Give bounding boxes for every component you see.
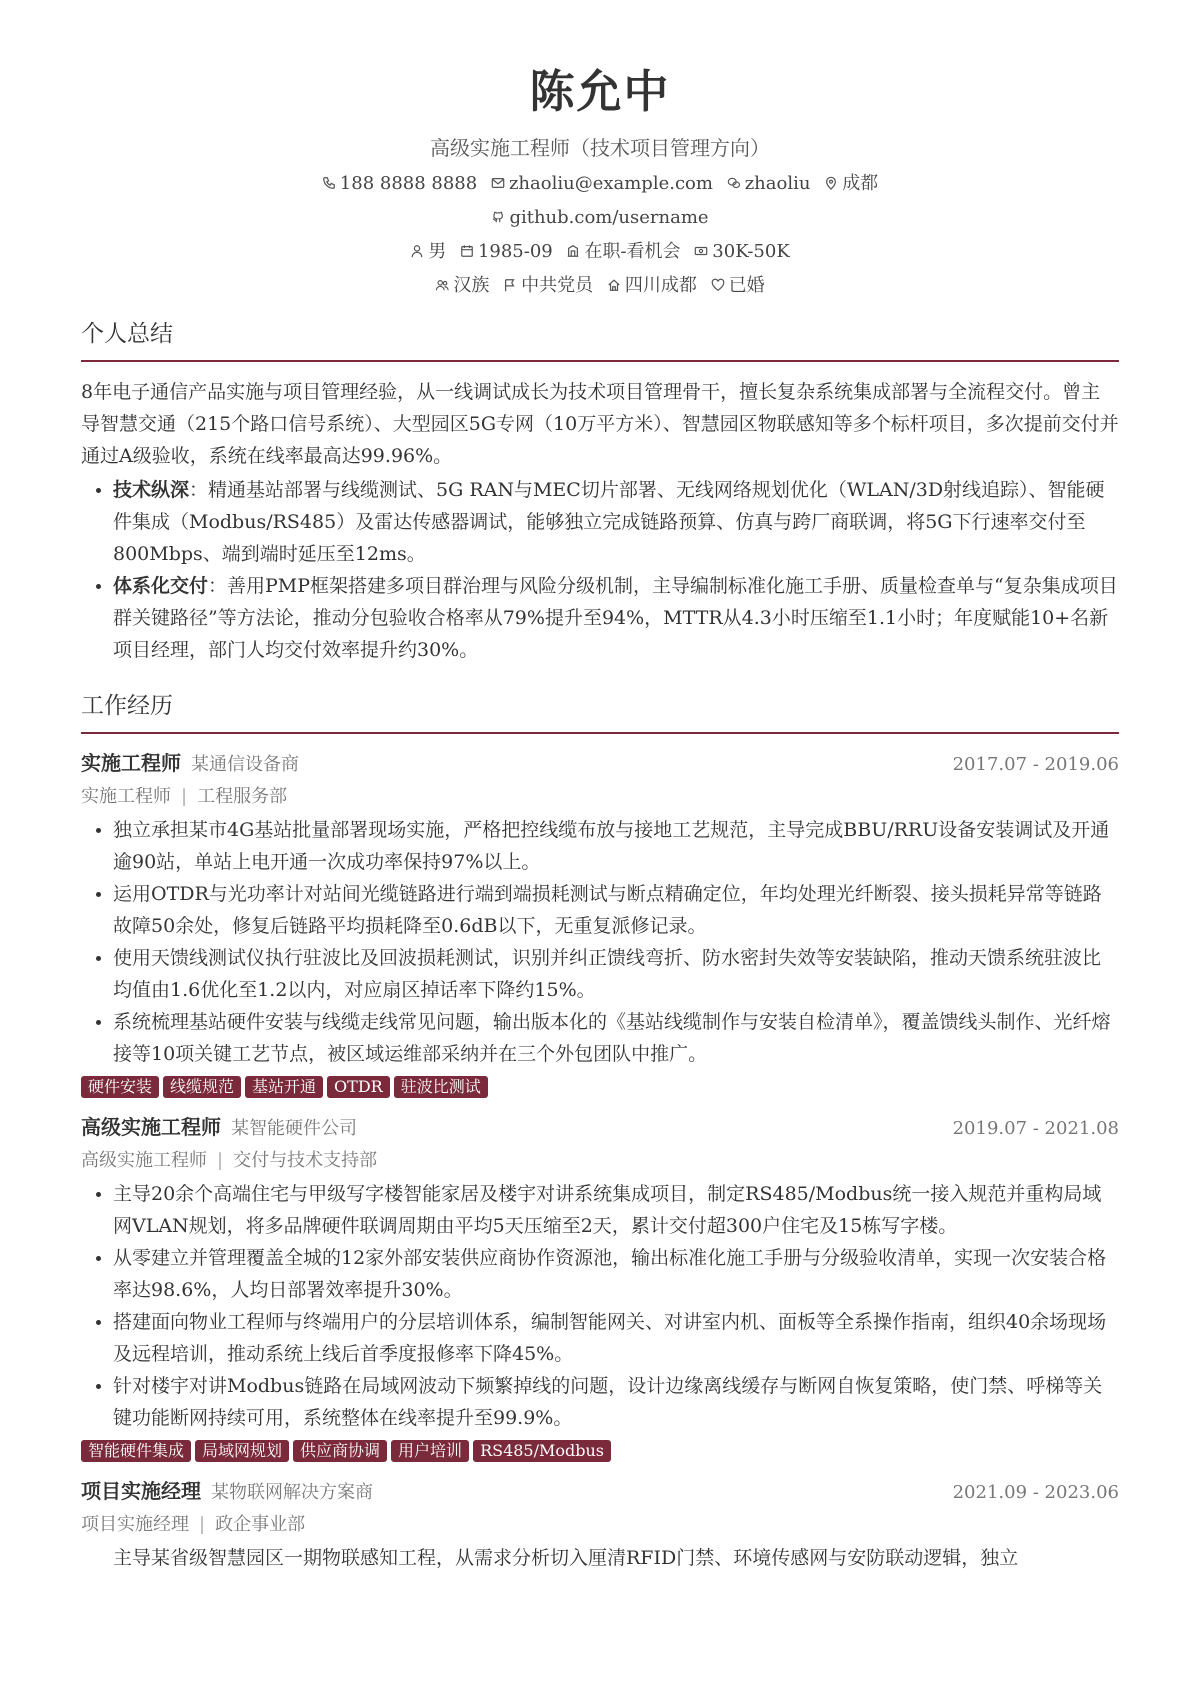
skill-tag: 局域网规划 (195, 1440, 289, 1462)
summary-bullets (81, 474, 1119, 666)
summary-bullet (113, 474, 1119, 570)
job-bullets (81, 814, 1119, 1070)
salary-info (694, 240, 789, 264)
job-bullet: • 系统梳理基站硬件安装与线缆走线常见问题，输出版本化的《基站线缆制作与安装自检清单》，覆盖馈线头制作、光纤熔接等10项关键工艺节点，被区域运维部采纳并在三个外包团队中推广。 (113, 1006, 1119, 1070)
politics-info (503, 274, 593, 298)
wechat-icon (727, 176, 741, 190)
github-icon (491, 210, 505, 224)
email-address: zhaoliu@example.com (508, 173, 713, 194)
job-company: 某智能硬件公司 (231, 1118, 357, 1139)
skill-tag: OTDR (327, 1076, 390, 1098)
summary-paragraph: 8年电子通信产品实施与项目管理经验，从一线调试成长为技术项目管理骨干，擅长复杂系统集成部署与全流程交付。曾主导智慧交通（215个路口信号系统）、大型园区5G专网（10万平方米）、智慧园区物联感知等多个标杆项目，多次提前交付并通过A级验收，系统在线率最高达99.96%。 (81, 381, 1119, 467)
job-header (81, 1112, 1119, 1144)
summary-bullet (113, 570, 1119, 666)
heart-icon (711, 278, 725, 292)
birth-info (460, 240, 553, 264)
phone-number: 188 8888 8888 (339, 173, 478, 194)
ethnicity-info (435, 274, 489, 298)
job-position: 高级实施工程师 (81, 1150, 207, 1171)
status-text: 在职-看机会 (584, 241, 681, 262)
job-company: 某物联网解决方案商 (211, 1482, 373, 1503)
bullet-label: 体系化交付 (113, 575, 209, 597)
job-position: 实施工程师 (81, 786, 171, 807)
politics-text: 中共党员 (521, 275, 594, 296)
job-entry (81, 1476, 1119, 1574)
job-bullet: • 主导20余个高端住宅与甲级写字楼智能家居及楼宇对讲系统集成项目，制定RS485/Modbus统一接入规范并重构局域网VLAN规划，将多品牌硬件联调周期由平均5天压缩至2天，累计交付超300户住宅及15栋写字楼。 (113, 1178, 1119, 1242)
marital-text: 已婚 (728, 275, 765, 296)
job-bullets (81, 1542, 1119, 1574)
github-row (81, 206, 1119, 230)
job-header (81, 748, 1119, 780)
calendar-icon (460, 244, 474, 258)
job-entry (81, 748, 1119, 1098)
mail-icon (491, 176, 505, 190)
skill-tag: 驻波比测试 (394, 1076, 488, 1098)
skill-tag: 供应商协调 (293, 1440, 387, 1462)
skill-tag: 智能硬件集成 (81, 1440, 191, 1462)
location-info (824, 172, 878, 196)
personal-info-row (81, 274, 1119, 298)
github-url[interactable]: github.com/username (509, 207, 709, 228)
job-entry (81, 1112, 1119, 1462)
status-info (566, 240, 680, 264)
job-bullet: • 使用天馈线测试仪执行驻波比及回波损耗测试，识别并纠正馈线弯折、防水密封失效等安装缺陷，推动天馈系统驻波比均值由1.6优化至1.2以内，对应扇区掉话率下降约15%。 (113, 942, 1119, 1006)
experience-section (81, 690, 1119, 1574)
job-bullet: • 从零建立并管理覆盖全城的12家外部安装供应商协作资源池，输出标准化施工手册与分级验收清单，实现一次安装合格率达98.6%，人均日部署效率提升30%。 (113, 1242, 1119, 1306)
job-date: 2021.09 - 2023.06 (952, 1482, 1119, 1503)
job-subline (81, 1510, 1119, 1540)
flag-icon (503, 278, 517, 292)
email-info (491, 172, 713, 196)
ethnicity-text: 汉族 (453, 275, 490, 296)
users-icon (435, 278, 449, 292)
job-tags (81, 1076, 1119, 1098)
job-department: 交付与技术支持部 (233, 1150, 378, 1171)
job-bullet: • 主导某省级智慧园区一期物联感知工程，从需求分析切入厘清RFID门禁、环境传感网与安防联动逻辑，独立 (113, 1542, 1119, 1574)
contact-row (81, 172, 1119, 196)
job-bullet: • 针对楼宇对讲Modbus链路在局域网波动下频繁掉线的问题，设计边缘离线缓存与断网自恢复策略，使门禁、呼梯等关键功能断网持续可用，系统整体在线率提升至99.9%。 (113, 1370, 1119, 1434)
job-company: 某通信设备商 (191, 754, 299, 775)
job-bullets (81, 1178, 1119, 1434)
home-icon (607, 278, 621, 292)
location-text: 成都 (842, 173, 879, 194)
wechat-id: zhaoliu (744, 173, 811, 194)
summary-section (81, 318, 1119, 666)
job-date: 2017.07 - 2019.06 (952, 754, 1119, 775)
bullet-text: ：善用PMP框架搭建多项目群治理与风险分级机制，主导编制标准化施工手册、质量检查单与“复杂集成项目群关键路径”等方法论，推动分包验收合格率从79%提升至94%，MTTR从4.3小时压缩至1.1小时；年度赋能10+名新项目经理，部门人均交付效率提升约30%。 (113, 575, 1118, 661)
job-role: 高级实施工程师 (81, 1115, 221, 1139)
skill-tag: 用户培训 (391, 1440, 469, 1462)
resume-header (81, 0, 1119, 298)
job-header (81, 1476, 1119, 1508)
job-department: 政企事业部 (215, 1514, 306, 1535)
job-tags (81, 1440, 1119, 1462)
job-department: 工程服务部 (197, 786, 288, 807)
job-date: 2019.07 - 2021.08 (952, 1118, 1119, 1139)
basic-info-row (81, 240, 1119, 264)
marital-info (711, 274, 765, 298)
gender-text: 男 (428, 241, 447, 262)
experience-heading: 工作经历 (81, 690, 1119, 734)
candidate-title: 高级实施工程师（技术项目管理方向） (430, 136, 770, 160)
summary-heading: 个人总结 (81, 318, 1119, 362)
job-role: 实施工程师 (81, 751, 181, 775)
job-position: 项目实施经理 (81, 1514, 189, 1535)
location-pin-icon (824, 176, 838, 190)
skill-tag: 基站开通 (245, 1076, 323, 1098)
job-role: 项目实施经理 (81, 1479, 201, 1503)
job-bullet: • 独立承担某市4G基站批量部署现场实施，严格把控线缆布放与接地工艺规范，主导完成BBU/RRU设备安装调试及开通逾90站，单站上电开通一次成功率保持97%以上。 (113, 814, 1119, 878)
job-bullet: • 搭建面向物业工程师与终端用户的分层培训体系，编制智能网关、对讲室内机、面板等全系操作指南，组织40余场现场及远程培训，推动系统上线后首季度报修率下降45%。 (113, 1306, 1119, 1370)
gender-info (410, 240, 446, 264)
separator: | (199, 1514, 206, 1535)
bullet-label: 技术纵深 (113, 479, 190, 501)
wechat-info (727, 172, 811, 196)
job-subline (81, 1146, 1119, 1176)
salary-text: 30K-50K (712, 241, 790, 262)
skill-tag: 线缆规范 (163, 1076, 241, 1098)
skill-tag: RS485/Modbus (473, 1440, 611, 1462)
candidate-name: 陈允中 (529, 65, 671, 118)
job-bullet: • 运用OTDR与光功率计对站间光缆链路进行端到端损耗测试与断点精确定位，年均处理光纤断裂、接头损耗异常等链路故障50余处，修复后链路平均损耗降至0.6dB以下，无重复派修记录。 (113, 878, 1119, 942)
user-icon (410, 244, 424, 258)
github-info (491, 206, 708, 230)
phone-icon (322, 176, 336, 190)
hometown-text: 四川成都 (624, 275, 697, 296)
phone-info (322, 172, 477, 196)
job-subline (81, 782, 1119, 812)
separator: | (181, 786, 188, 807)
money-icon (694, 244, 708, 258)
birth-text: 1985-09 (477, 241, 553, 262)
bullet-text: ：精通基站部署与线缆测试、5G RAN与MEC切片部署、无线网络规划优化（WLAN/3D射线追踪）、智能硬件集成（Modbus/RS485）及雷达传感器调试，能够独立完成链路预算、仿真与跨厂商联调，将5G下行速率交付至800Mbps、端到端时延压至12ms。 (113, 479, 1105, 565)
building-icon (566, 244, 580, 258)
hometown-info (607, 274, 697, 298)
skill-tag: 硬件安装 (81, 1076, 159, 1098)
separator: | (217, 1150, 224, 1171)
